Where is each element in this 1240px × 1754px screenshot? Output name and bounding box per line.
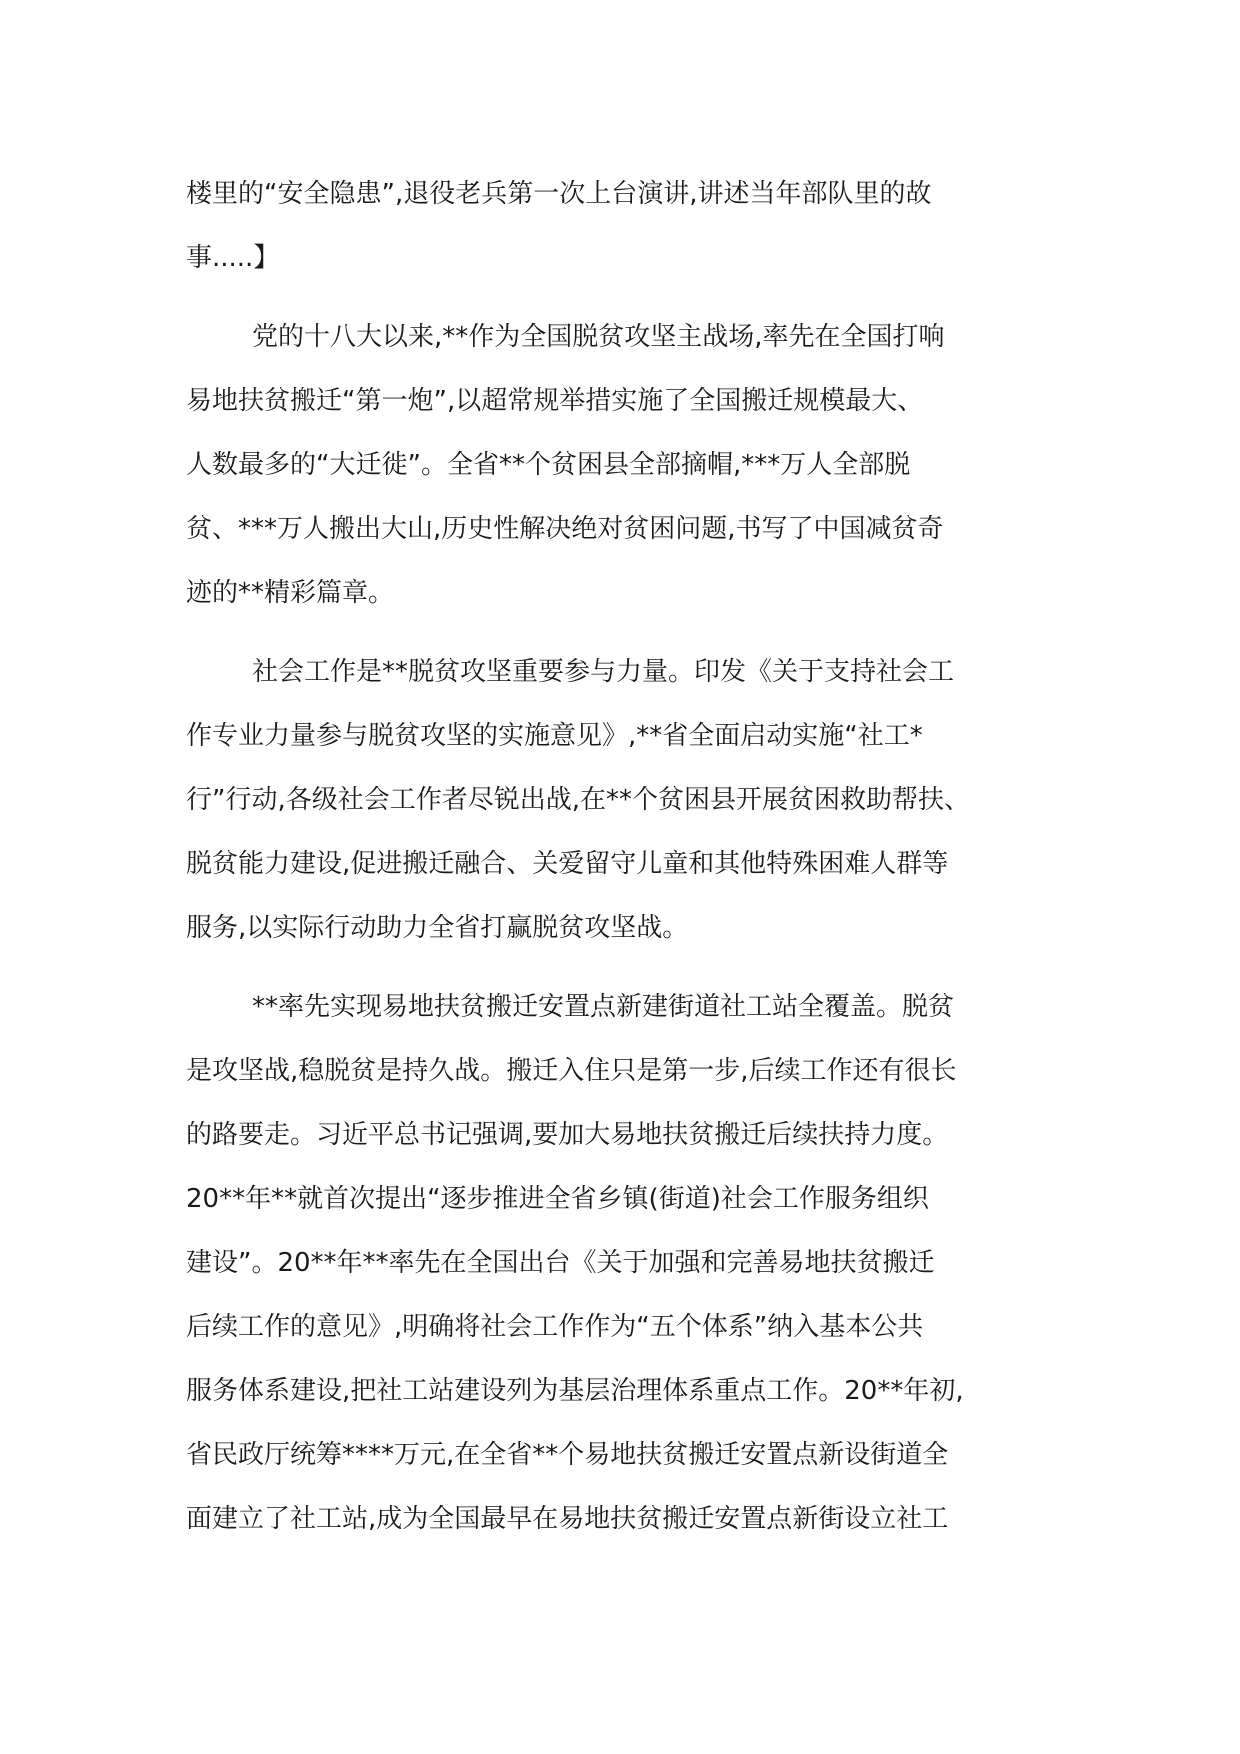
- text-line: 面建立了社工站,成为全国最早在易地扶贫搬迁安置点新街设立社工: [186, 1504, 949, 1534]
- text-line: 20**年**就首次提出“逐步推进全省乡镇(街道)社会工作服务组织: [186, 1184, 929, 1214]
- text-line: 楼里的“安全隐患”,退役老兵第一次上台演讲,讲述当年部队里的故: [186, 179, 932, 209]
- text-line: 行”行动,各级社会工作者尽锐出战,在**个贫困县开展贫困救助帮扶、: [186, 785, 970, 815]
- text-line: 易地扶贫搬迁“第一炮”,以超常规举措实施了全国搬迁规模最大、: [186, 386, 924, 416]
- text-line: 脱贫能力建设,促进搬迁融合、关爱留守儿童和其他特殊困难人群等: [186, 849, 949, 879]
- text-line: 社会工作是**脱贫攻坚重要参与力量。印发《关于支持社会工: [252, 657, 955, 687]
- text-line: **率先实现易地扶贫搬迁安置点新建街道社工站全覆盖。脱贫: [252, 992, 955, 1022]
- text-line: 作专业力量参与脱贫攻坚的实施意见》,**省全面启动实施“社工*: [186, 721, 923, 751]
- text-line: 省民政厅统筹****万元,在全省**个易地扶贫搬迁安置点新设街道全: [186, 1440, 949, 1470]
- text-line: 的路要走。习近平总书记强调,要加大易地扶贫搬迁后续扶持力度。: [186, 1120, 949, 1150]
- text-line: 建设”。20**年**率先在全国出台《关于加强和完善易地扶贫搬迁: [186, 1248, 935, 1278]
- text-line: 贫、***万人搬出大山,历史性解决绝对贫困问题,书写了中国减贫奇: [186, 514, 944, 544]
- text-line: 是攻坚战,稳脱贫是持久战。搬迁入住只是第一步,后续工作还有很长: [186, 1056, 957, 1086]
- text-line: 人数最多的“大迁徙”。全省**个贫困县全部摘帽,***万人全部脱: [186, 450, 911, 480]
- text-line: 党的十八大以来,**作为全国脱贫攻坚主战场,率先在全国打响: [252, 322, 945, 352]
- text-line: 后续工作的意见》,明确将社会工作作为“五个体系”纳入基本公共: [186, 1312, 924, 1342]
- text-line: 事.....】: [186, 243, 280, 273]
- text-line: 迹的**精彩篇章。: [186, 578, 395, 608]
- text-line: 服务,以实际行动助力全省打赢脱贫攻坚战。: [186, 913, 689, 943]
- text-line: 服务体系建设,把社工站建设列为基层治理体系重点工作。20**年初,: [186, 1376, 964, 1406]
